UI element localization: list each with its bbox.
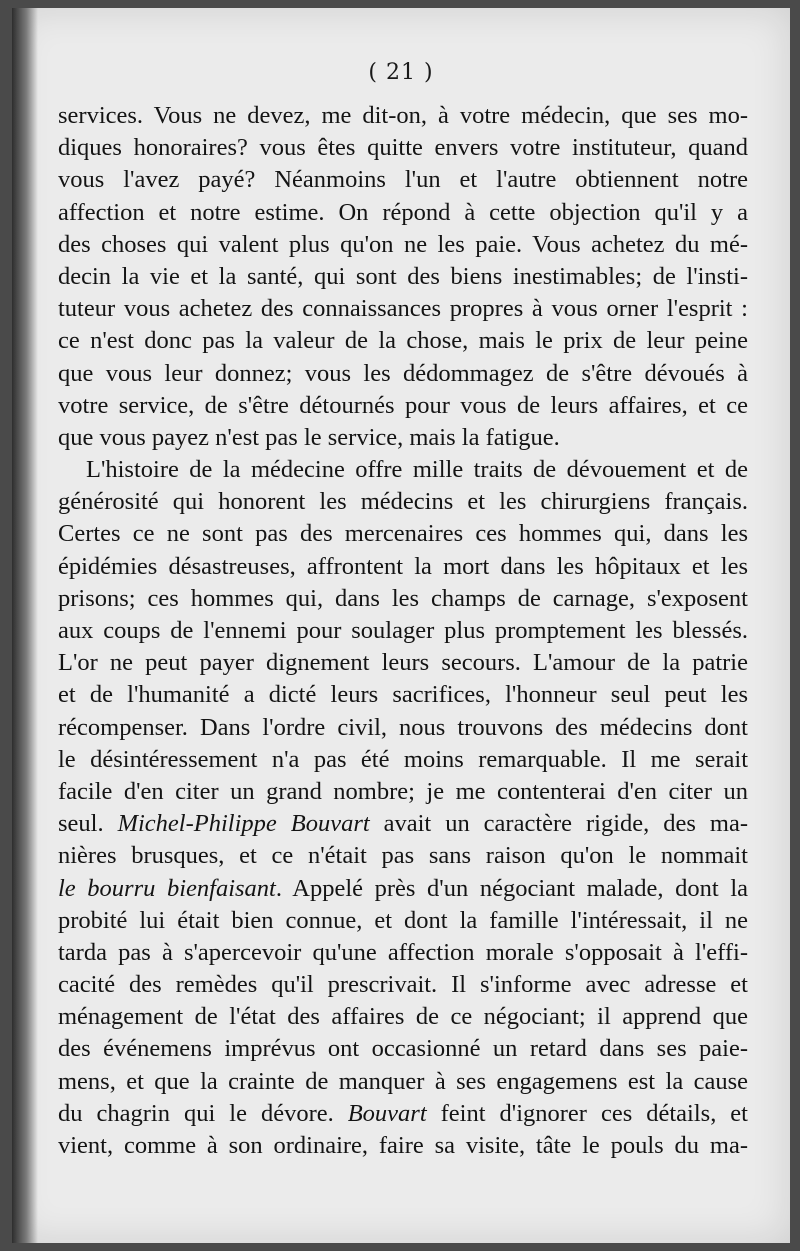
text-line: Certes ce ne sont pas des mercenaires ces hommes qui, dans les (58, 520, 748, 548)
text-line: récompenser. Dans l'ordre civil, nous trouvons des médecins dont (58, 713, 748, 741)
text-line: tarda pas à s'apercevoir qu'une affection morale s'opposait à l'effi- (58, 938, 748, 966)
text-line: que vous payez n'est pas le service, mais la fatigue. (58, 423, 560, 451)
text-line: L'or ne peut payer dignement leurs secours. L'amour de la patrie (58, 649, 748, 677)
text-line: épidémies désastreuses, affrontent la mort dans les hôpitaux et les (58, 552, 748, 580)
text-line: que vous leur donnez; vous les dédommagez de s'être dévoués à (58, 359, 748, 387)
text-line: L'histoire de la médecine offre mille traits de dévouement et de (86, 456, 748, 484)
text-line: votre service, de s'être détournés pour vous de leurs affaires, et ce (58, 391, 748, 419)
text-line: diques honoraires? vous êtes quitte envers votre instituteur, quand (58, 134, 748, 162)
text-line: prisons; ces hommes qui, dans les champs de carnage, s'exposent (58, 584, 748, 612)
italic-name: Bouvart (347, 1099, 427, 1127)
text-line: tuteur vous achetez des connaissances propres à vous orner l'esprit : (58, 295, 748, 323)
italic-name: Michel-Philippe Bouvart (117, 810, 370, 838)
text-line: le bourru bienfaisant. Appelé près d'un négociant malade, dont la (58, 874, 749, 902)
text-line: decin la vie et la santé, qui sont des biens inestimables; de l'insti- (58, 262, 748, 290)
text-line: vient, comme à son ordinaire, faire sa visite, tâte le pouls du ma- (58, 1132, 748, 1159)
text-line: nières brusques, et ce n'était pas sans raison qu'on le nommait (58, 842, 748, 870)
body-text (58, 100, 748, 1162)
page-gutter-shadow (12, 8, 38, 1243)
text-line: cacité des remèdes qu'il prescrivait. Il s'informe avec adresse et (58, 971, 748, 999)
text-line: facile d'en citer un grand nombre; je me contenterai d'en citer un (58, 777, 748, 805)
italic-name: le bourru bienfaisant (58, 874, 276, 902)
text-line: le désintéressement n'a pas été moins remarquable. Il me serait (58, 745, 748, 773)
text-line: ménagement de l'état des affaires de ce négociant; il apprend que (58, 1003, 748, 1031)
text-line: affection et notre estime. On répond à cette objection qu'il y a (58, 198, 748, 226)
text-line: générosité qui honorent les médecins et les chirurgiens français. (58, 488, 748, 516)
text-line: des choses qui valent plus qu'on ne les paie. Vous achetez du mé- (58, 230, 748, 258)
text-line: et de l'humanité a dicté leurs sacrifices, l'honneur seul peut les (58, 681, 748, 709)
text-line: des événemens imprévus ont occasionné un retard dans ses paie- (58, 1035, 748, 1063)
text-line: probité lui était bien connue, et dont la famille l'intéressait, il ne (58, 906, 748, 934)
text-line: services. Vous ne devez, me dit-on, à votre médecin, que ses mo- (58, 102, 748, 129)
text-line: mens, et que la crainte de manquer à ses engagemens est la cause (58, 1067, 748, 1095)
text-line: du chagrin qui le dévore. Bouvart feint d'ignorer ces détails, et (58, 1099, 748, 1127)
page-number: ( 21 ) (368, 60, 434, 85)
text-line: aux coups de l'ennemi pour soulager plus promptement les blessés. (58, 617, 748, 644)
text-line: ce n'est donc pas la valeur de la chose, mais le prix de leur peine (58, 327, 748, 355)
text-line: seul. Michel-Philippe Bouvart avait un caractère rigide, des ma- (58, 810, 748, 838)
book-page (12, 8, 790, 1243)
text-line: vous l'avez payé? Néanmoins l'un et l'autre obtiennent notre (58, 166, 748, 194)
